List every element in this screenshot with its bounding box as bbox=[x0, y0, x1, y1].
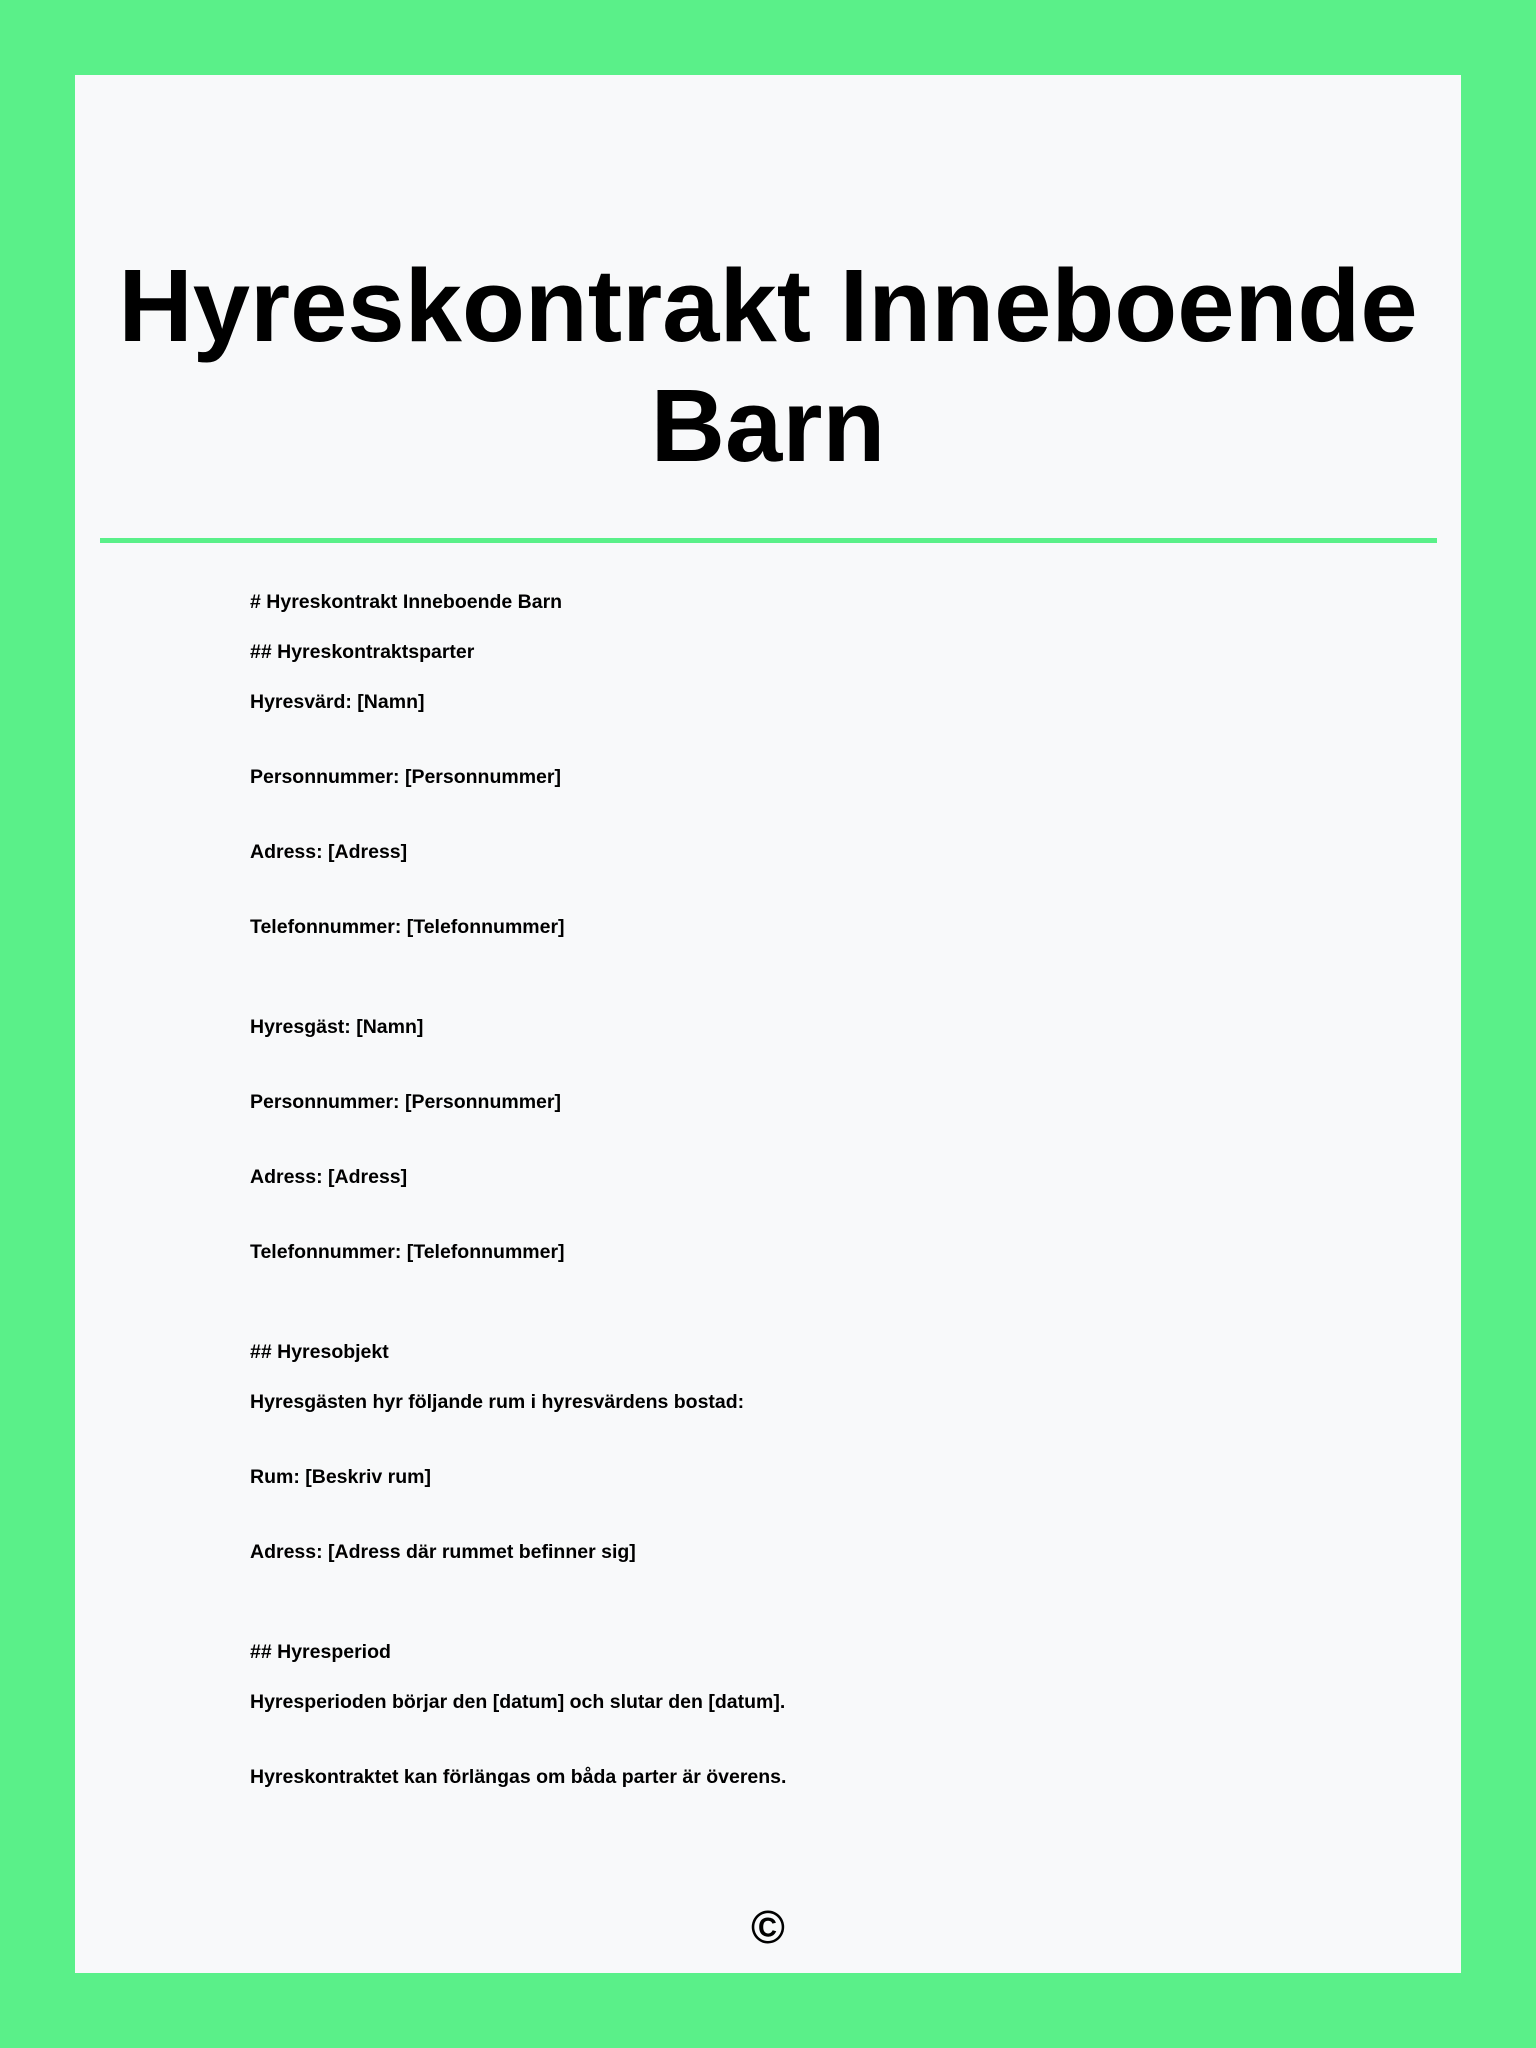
rental-object-room: Rum: [Beskriv rum] bbox=[250, 1466, 431, 1488]
landlord-address: Adress: [Adress] bbox=[250, 841, 408, 863]
document-heading: # Hyreskontrakt Inneboende Barn bbox=[250, 591, 563, 613]
rental-period-extension: Hyreskontraktet kan förlängas om båda parter är överens. bbox=[250, 1766, 787, 1788]
section-heading-rental-object: ## Hyresobjekt bbox=[250, 1341, 389, 1363]
tenant-phone: Telefonnummer: [Telefonnummer] bbox=[250, 1241, 565, 1263]
landlord-phone: Telefonnummer: [Telefonnummer] bbox=[250, 916, 565, 938]
tenant-name: Hyresgäst: [Namn] bbox=[250, 1016, 424, 1038]
rental-object-intro: Hyresgästen hyr följande rum i hyresvärdens bostad: bbox=[250, 1391, 745, 1413]
rental-object-address: Adress: [Adress där rummet befinner sig] bbox=[250, 1541, 636, 1563]
rental-period-dates: Hyresperioden börjar den [datum] och slutar den [datum]. bbox=[250, 1691, 786, 1713]
tenant-address: Adress: [Adress] bbox=[250, 1166, 408, 1188]
document-card bbox=[75, 75, 1461, 1973]
landlord-personal-number: Personnummer: [Personnummer] bbox=[250, 766, 561, 788]
tenant-personal-number: Personnummer: [Personnummer] bbox=[250, 1091, 561, 1113]
title-divider bbox=[100, 538, 1437, 543]
landlord-name: Hyresvärd: [Namn] bbox=[250, 691, 425, 713]
section-heading-rental-period: ## Hyresperiod bbox=[250, 1641, 391, 1663]
section-heading-parties: ## Hyreskontraktsparter bbox=[250, 641, 475, 663]
copyright-icon: © bbox=[751, 1901, 785, 1953]
page-title: Hyreskontrakt Inneboende Barn bbox=[118, 248, 1418, 483]
document-body bbox=[250, 590, 1350, 1790]
